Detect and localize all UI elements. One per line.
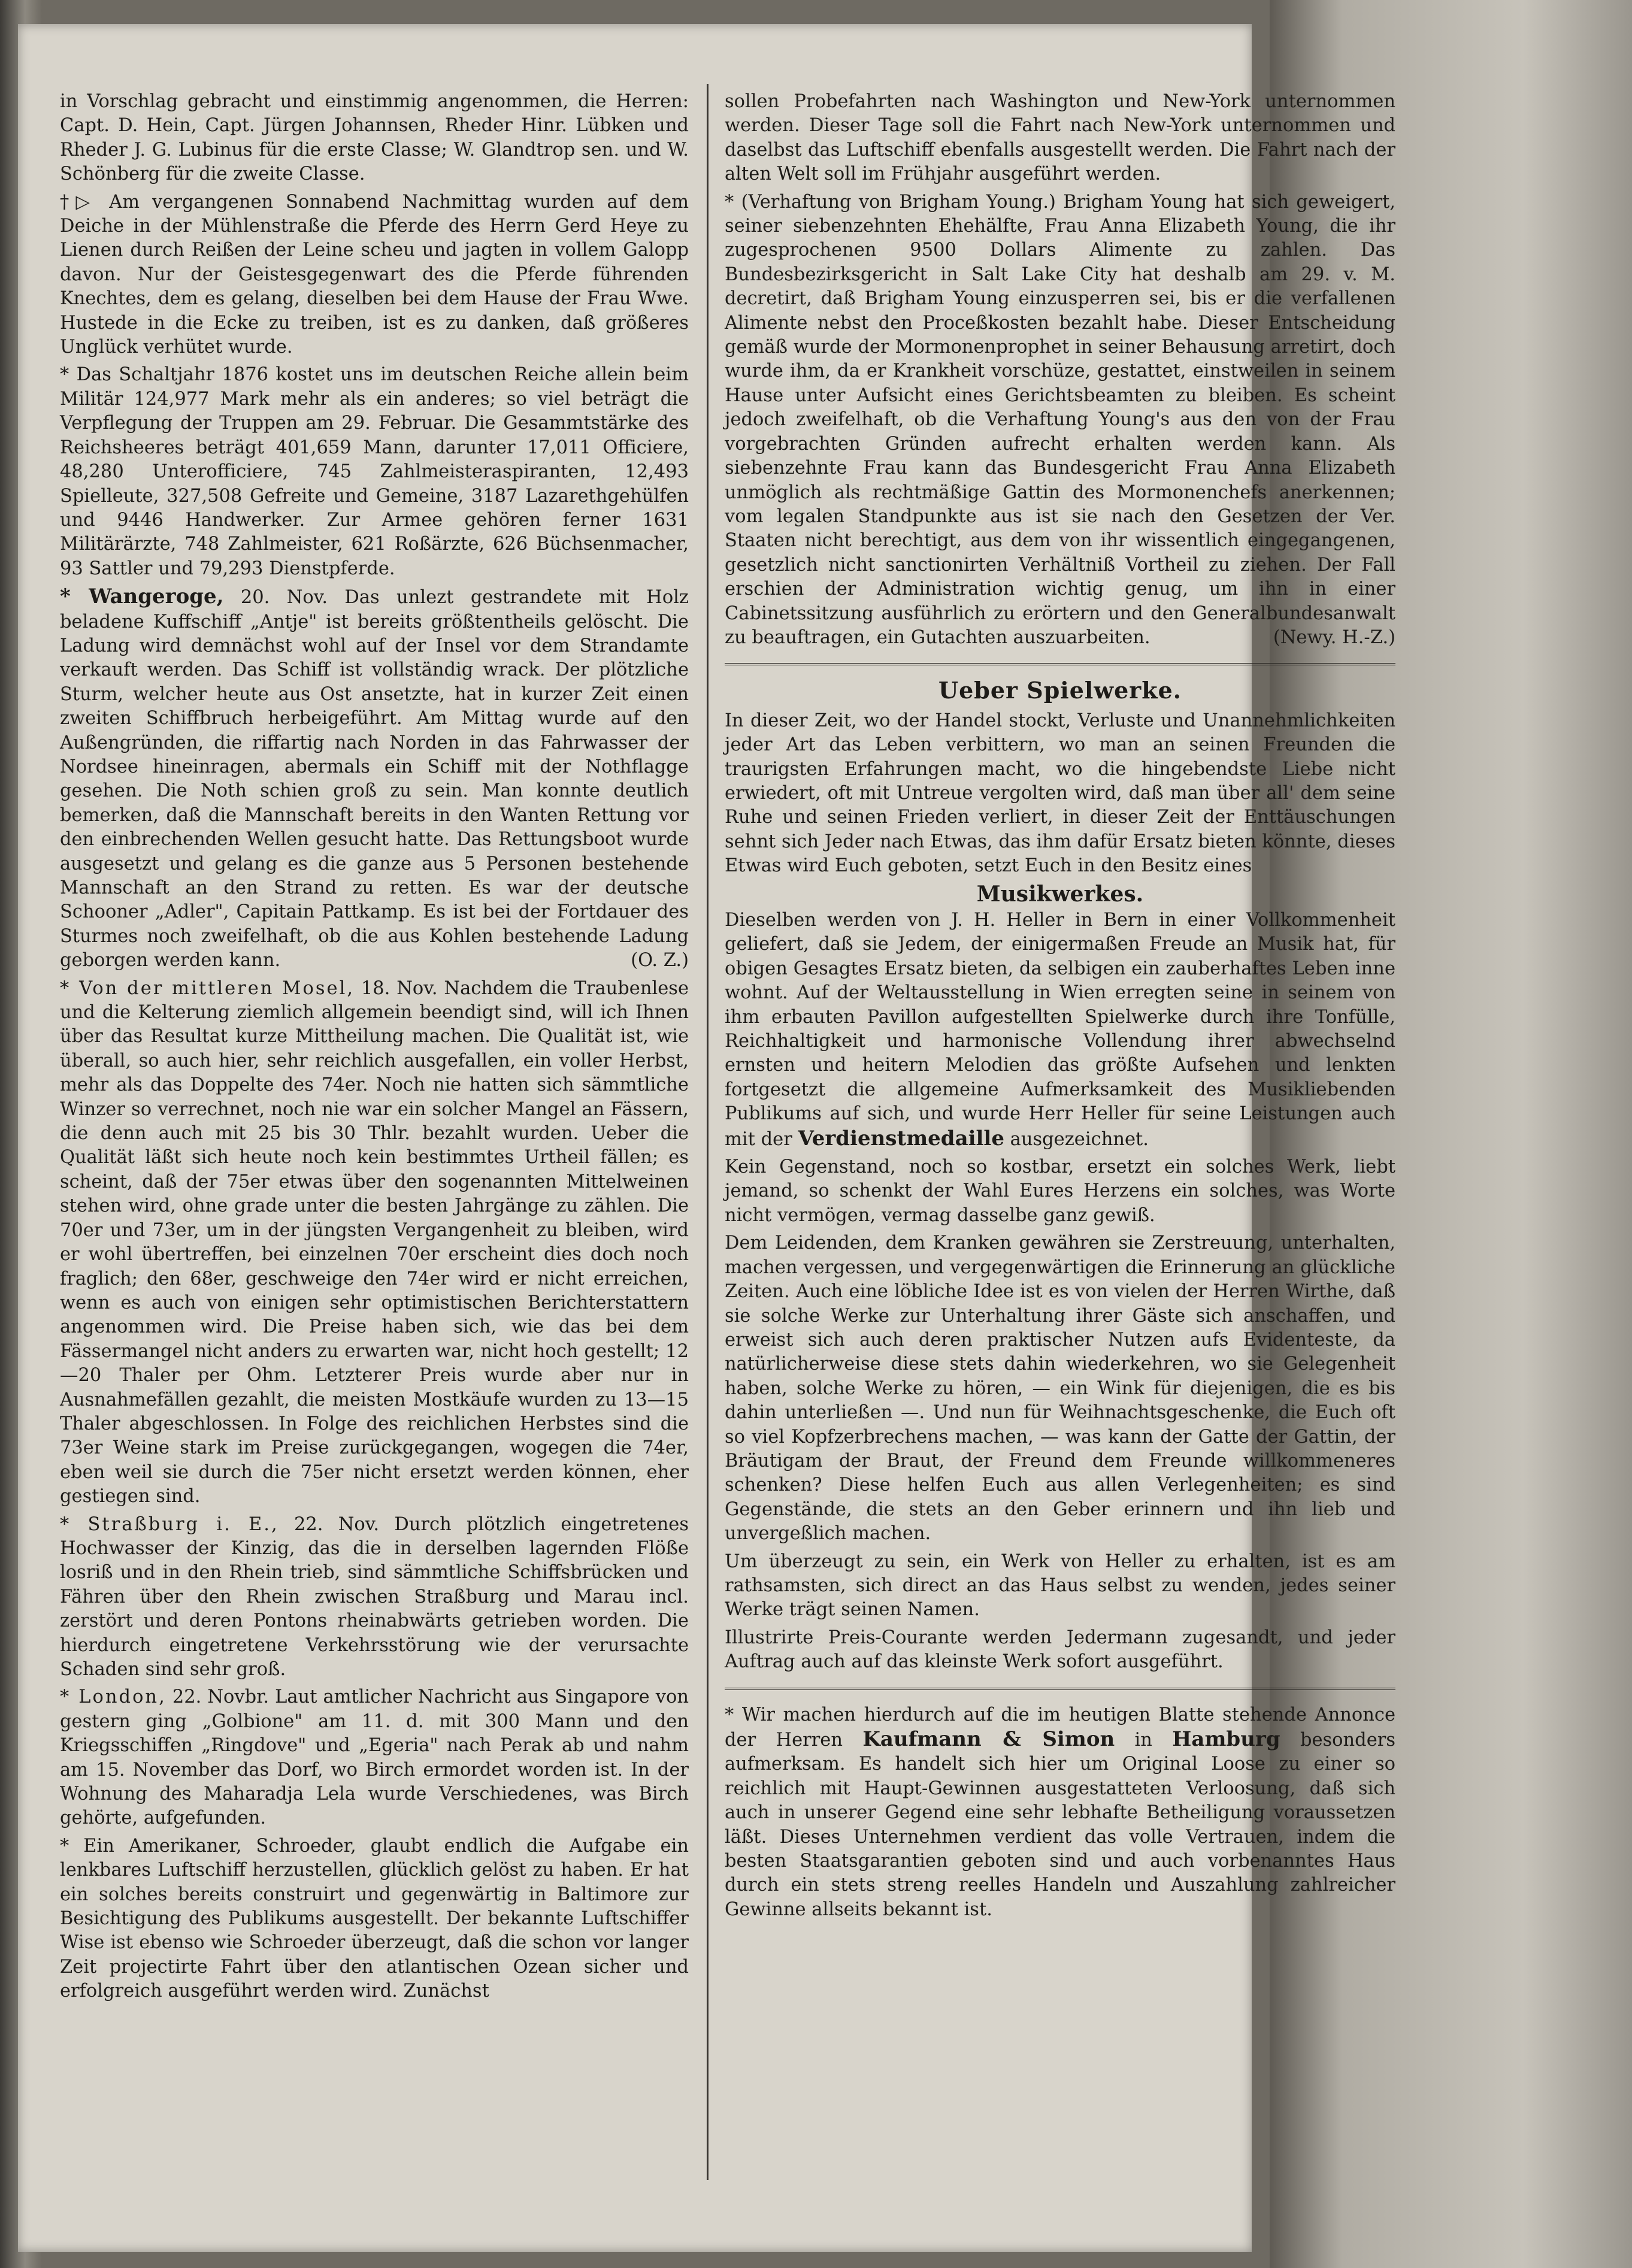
article-airship-cont: sollen Probefahrten nach Washington und New-York unternommen werden. Dieser Tage soll die Fahrt nach New-York unternommen und daselbst das Luftschiff ebenfalls ausgestellt werden. Die Fahrt nach der alten Welt soll im Frühjahr ausgeführt werden.	[725, 91, 1395, 185]
left-column	[60, 90, 689, 2007]
article-leap-year: * Das Schaltjahr 1876 kostet uns im deutschen Reiche allein beim Militär 124,977 Mark mehr als ein anderes; so viel beträgt die Verpflegung der Truppen am 29. Februar. Die Gesammtstärke des Reichsheeres beträgt 401,659 Mann, darunter 17,011 Officiere, 48,280 Unterofficiere, 745 Zahlmeisteraspiranten, 12,493 Spielleute, 327,508 Gefreite und Gemeine, 3187 Lazarethgehülfen und 9446 Handwerker. Zur Armee gehören ferner 1631 Militärärzte, 748 Zahlmeister, 621 Roßärzte, 626 Büchsenmacher, 93 Sattler und 79,293 Dienstpferde.	[60, 364, 689, 579]
article-wangeroge-text: 20. Nov. Das unlezt gestrandete mit Holz beladene Kuffschiff „Antje" ist bereits größtentheils gelöscht. Die Ladung wird demnächst wohl auf der Insel vor dem Strandamte verkauft werden. Das Schiff ist vollständig wrack. Der plötzliche Sturm, welcher heute aus Ost ansetzte, hat in kurzer Zeit einen zweiten Schiffbruch herbeigeführt. Am Mittag wurde auf den Außengründen, die riffartig nach Norden in das Fahrwasser der Nordsee hineinragen, abermals ein Schiff mit der Nothflagge gesehen. Die Noth schien groß zu sein. Man konnte deutlich bemerken, daß die Mannschaft bereits in den Wanten Rettung vor den einbrechenden Wellen gesucht hatte. Das Rettungsboot wurde ausgesetzt und gelang es die ganze aus 5 Personen bestehende Mannschaft an den Strand zu retten. Es war der deutsche Schooner „Adler", Capitain Pattkamp. Es ist bei der Fortdauer des Sturmes noch zweifelhaft, ob die aus Kohlen bestehende Ladung geborgen werden kann.	[60, 587, 689, 971]
column-divider	[707, 84, 708, 2180]
article-london	[60, 1685, 689, 1830]
section-heading: Ueber Spielwerke.	[938, 677, 1182, 704]
source-credit: (O. Z.)	[631, 950, 689, 971]
dateline-wangeroge: * Wangeroge,	[60, 585, 224, 609]
spielwerke-heller	[725, 909, 1395, 1152]
spielwerke-contact: Um überzeugt zu sein, ein Werk von Heller zu erhalten, ist es am rathsamsten, sich direct an das Haus selbst zu wenden, jedes seiner Werke trägt seinen Namen.	[725, 1551, 1395, 1621]
section-rule	[725, 1688, 1395, 1690]
spielwerke-gift: Kein Gegenstand, noch so kostbar, ersetzt ein solches Werk, liebt jemand, so schenkt der Wahl Eures Herzens ein solches, was Worte nicht vermögen, vermag dasselbe ganz gewiß.	[725, 1156, 1395, 1226]
lottery-text-a: * Wir machen hierdurch auf die im heutigen Blatte stehende Annonce der Herren	[725, 1704, 1395, 1751]
article-london-text: 22. Novbr. Laut amtlicher Nachricht aus Singapore von gestern ging „Golbione" am 11. d. mit 300 Mann und den Kriegsschiffen „Ringdove" und „Egeria" nach Perak ab und nahm am 15. November das Dorf, wo Birch ermordet worden ist. In der Wohnung des Maharadja Lela wurde Verschiedenes, was Birch gehörte, aufgefunden.	[60, 1686, 689, 1829]
lottery-notice	[725, 1703, 1395, 1922]
article-brigham-young	[725, 190, 1395, 650]
city-name: Hamburg	[1172, 1727, 1280, 1751]
article-mosel-text: 18. Nov. Nachdem die Traubenlese und die Kelterung ziemlich allgemein beendigt sind, will ich Ihnen über das Resultat kurze Mittheilung machen. Die Qualität ist, wie überall, so auch hier, sehr reichlich ausgefallen, ein voller Herbst, mehr als das Doppelte des 74er. Noch nie hatten sich sämmtliche Winzer so verrechnet, noch nie war ein solcher Mangel an Fässern, die denn auch mit 25 bis 30 Thlr. bezahlt wurden. Ueber die Qualität läßt sich heute noch kein bestimmtes Urtheil fällen; es scheint, daß der 75er etwas über den sogenannten Mittelweinen stehen wird, ohne grade unter die besten Jahrgänge zu zählen. Die 70er und 73er, um in der jüngsten Vergangenheit zu bleiben, wird er wohl übertreffen, bei einzelnen 70er erscheint dies doch noch fraglich; den 68er, geschweige den 74er wird er nicht erreichen, wenn es auch von einigen sehr optimistischen Berichterstattern angenommen wird. Die Preise haben sich, wie das bei dem Fässermangel nicht anders zu erwarten war, nicht hoch gestellt; 12—20 Thaler per Ohm. Letzterer Preis wurde aber nur in Ausnahmefällen gezahlt, die meisten Mostkäufe wurden zu 13—15 Thaler abgeschlossen. In Folge des reichlichen Herbstes sind die 73er Weine stark im Preise zurückgegangen, wogegen die 74er, eben weil sie durch die 75er nicht ersetzt werden können, eher gestiegen sind.	[60, 977, 689, 1507]
lottery-text-c: besonders aufmerksam. Es handelt sich hier um Original Loose zu einer so reichlich mit Haupt-Gewinnen ausgestatteten Verloosung, daß sich auch in unserer Gegend eine sehr lebhafte Betheiligung voraussetzen läßt. Dieses Unternehmen verdient das volle Vertrauen, indem die besten Staatsgarantien geboten sind und auch vorbenanntes Haus durch ein stets streng reelles Handeln und Auszahlung zahlreicher Gewinne allseits bekannt ist.	[725, 1730, 1395, 1920]
spielwerke-intro: In dieser Zeit, wo der Handel stockt, Verluste und Unannehmlichkeiten jeder Art das Leben verbittern, wo man an seinen Freunden die traurigsten Erfahrungen macht, wo die hingebendste Liebe nicht erwiedert, oft mit Untreue vergolten wird, daß man über all' dem seine Ruhe und seinen Frieden verliert, in dieser Zeit der Enttäuschungen sehnt sich Jeder nach Etwas, das ihm dafür Ersatz bieten könnte, dieses Etwas wird Euch geboten, setzt Euch in den Besitz eines	[725, 710, 1395, 877]
spielwerke-comfort: Dem Leidenden, dem Kranken gewähren sie Zerstreuung, unterhalten, machen vergessen, und vergegenwärtigen die Erinnerung an glückliche Zeiten. Auch eine löbliche Idee ist es von vielen der Herren Wirthe, daß sie solche Werke zur Unterhaltung ihrer Gäste sich anschaffen, und erweist sich auch deren praktischer Nutzen aufs Evidenteste, da natürlicherweise diese stets dahin wiederkehren, wo sie Gelegenheit haben, solche Werke zu hören, — ein Wink für diejenigen, die es bis dahin unterließen —. Und nun für Weihnachtsgeschenke, die Euch oft so viel Kopfzerbrechens machen, — was kann der Gatte der Gattin, der Bräutigam der Braut, der Freund dem Freunde willkommeneres schenken? Diese helfen Euch aus allen Verlegenheiten; es sind Gegenstände, die stets an den Geber erinnern und ihn lieb und unvergeßlich machen.	[725, 1233, 1395, 1545]
dateline-strassburg: * Straßburg i. E.,	[60, 1513, 279, 1535]
musikwerkes-heading: Musikwerkes.	[976, 881, 1144, 907]
lottery-text-b: in	[1115, 1730, 1173, 1751]
dateline-london: * London,	[60, 1686, 166, 1708]
spielwerke-heller-text: Dieselben werden von J. H. Heller in Bern in einer Vollkommenheit geliefert, daß sie Jedem, der einigermaßen Freude an Musik hat, für obigen Gesagtes Ersatz bieten, da selbigen ein zauberhaftes Leben inne wohnt. Auf der Weltausstellung in Wien erregten seine in seinem von ihm erbauten Pavillon aufgestellten Spielwerke durch ihre Tonfülle, Reichhaltigkeit und harmonische Vollendung ihrer abwechselnd ernsten und heitern Melodien das größte Aufsehen und lenkten fortgesetzt die allgemeine Aufmerksamkeit des Musikliebenden Publikums auf sich, und wurde Herr Heller für seine Leistungen auch mit der	[725, 910, 1395, 1150]
spielwerke-catalog: Illustrirte Preis-Courante werden Jedermann zugesandt, und jeder Auftrag auch auf das kleinste Werk sofort ausgeführt.	[725, 1627, 1395, 1673]
company-name: Kaufmann & Simon	[862, 1727, 1115, 1751]
article-wangeroge	[60, 585, 689, 973]
medal-text: Verdienstmedaille	[798, 1126, 1004, 1150]
article-mosel	[60, 977, 689, 1509]
article-election: in Vorschlag gebracht und einstimmig angenommen, die Herren: Capt. D. Hein, Capt. Jürgen Johannsen, Rheder Hinr. Lübken und Rheder J. G. Lubinus für die erste Classe; W. Glandtrop sen. und W. Schönberg für die zweite Classe.	[60, 91, 689, 185]
article-strassburg-text: 22. Nov. Durch plötzlich eingetretenes Hochwasser der Kinzig, das die in derselben lagernden Flöße losriß und in den Rhein trieb, sind sämmtliche Schiffsbrücken und Fähren über den Rhein zwischen Straßburg und Marau incl. zerstört und deren Pontons rheinabwärts getrieben worden. Die hierdurch eingetretene Verkehrsstörung wie der verursachte Schaden sind sehr groß.	[60, 1513, 689, 1680]
article-strassburg	[60, 1513, 689, 1682]
right-column	[725, 90, 1395, 1925]
section-rule	[725, 663, 1395, 665]
spielwerke-heller-end: ausgezeichnet.	[1004, 1128, 1149, 1150]
article-horses: †▷ Am vergangenen Sonnabend Nachmittag wurden auf dem Deiche in der Mühlenstraße die Pferde des Herrn Gerd Heye zu Lienen durch Reißen der Leine scheu und jagten in vollem Galopp davon. Nur der Geistesgegenwart des die Pferde führenden Knechtes, dem es gelang, dieselben bei dem Hause der Frau Wwe. Hustede in die Ecke zu treiben, ist es zu danken, daß größeres Unglück verhütet wurde.	[60, 191, 689, 358]
article-brigham-young-text: * (Verhaftung von Brigham Young.) Brigham Young hat sich geweigert, seiner siebenzehnten Ehehälfte, Frau Anna Elizabeth Young, die ihr zugesprochenen 9500 Dollars Alimente zu zahlen. Das Bundesbezirksgericht in Salt Lake City hat deshalb am 29. v. M. decretirt, daß Brigham Young einzusperren sei, bis er die verfallenen Alimente nebst den Proceßkosten bezahlt habe. Dieser Entscheidung gemäß wurde der Mormonenprophet in seiner Behausung arretirt, doch wurde ihm, da er Krankheit vorschüze, gestattet, einstweilen in seinem Hause unter Aufsicht eines Gerichtsbeamten zu bleiben. Es scheint jedoch zweifelhaft, ob die Verhaftung Young's aus den von der Frau vorgebrachten Gründen aufrecht erhalten werden kann. Als siebenzehnte Frau kann das Bundesgericht Frau Anna Elizabeth unmöglich als rechtmäßige Gattin des Mormonenchefs anerkennen; vom legalen Standpunkte aus ist sie nach den Gesetzen der Ver. Staaten nicht berechtigt, aus dem von ihr wissentlich eingegangenen, gesetzlich nicht sanctionirten Verhältniß Vortheil zu ziehen. Der Fall erschien der Administration wichtig genug, um ihn in einer Cabinetssitzung ausführlich zu erörtern und den Generalbundesanwalt zu beauftragen, ein Gutachten auszuarbeiten.	[725, 191, 1395, 648]
source-credit: (Newy. H.-Z.)	[1273, 626, 1395, 648]
article-airship: * Ein Amerikaner, Schroeder, glaubt endlich die Aufgabe ein lenkbares Luftschiff herzustellen, glücklich gelöst zu haben. Er hat ein solches bereits construirt und gegenwärtig in Baltimore zur Besichtigung des Publikums ausgestellt. Der bekannte Luftschiffer Wise ist ebenso wie Schroeder überzeugt, daß die schon vor langer Zeit projectirte Fahrt über den atlantischen Ozean sicher und erfolgreich ausgeführt werden wird. Zunächst	[60, 1835, 689, 2002]
dateline-mosel: * Von der mittleren Mosel,	[60, 977, 355, 999]
